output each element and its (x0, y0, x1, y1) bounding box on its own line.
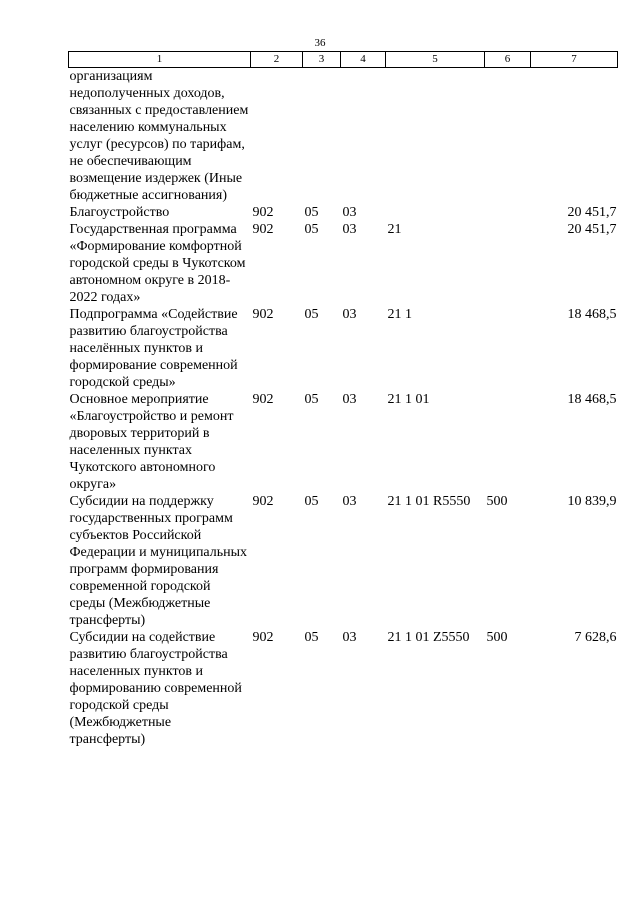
section-code: 05 (304, 307, 319, 322)
section-code: 05 (304, 630, 319, 645)
ministry-code: 902 (252, 630, 274, 645)
expense-type-code (485, 68, 531, 205)
expense-name: Субсидии на содействие развитию благоустройства населенных пунктов и формированию современной городской среды (Межбюджетные трансферты) (69, 630, 242, 747)
table-row (69, 221, 618, 306)
table-row (69, 391, 618, 493)
subsection-code: 03 (342, 392, 357, 407)
subsection-code: 03 (342, 494, 357, 509)
expense-type-code: 500 (486, 630, 508, 645)
amount: 20 451,7 (567, 205, 617, 220)
expense-type-code (485, 391, 531, 493)
subsection-code: 03 (342, 307, 357, 322)
expense-name: Субсидии на поддержку государственных программ субъектов Российской Федерации и муниципальных программ формирования современной городской среды (Межбюджетные трансферты) (69, 494, 248, 628)
ministry-code (251, 68, 303, 205)
target-code (386, 204, 485, 221)
budget-table (68, 51, 618, 748)
expense-type-code (485, 221, 531, 306)
expense-name: Основное мероприятие «Благоустройство и ремонт дворовых территорий в населенных пунктах Чукотского автономного округа» (69, 392, 234, 492)
column-number-6: 6 (485, 52, 531, 68)
subsection-code: 03 (342, 205, 357, 220)
subsection-code (341, 68, 386, 205)
section-code (303, 68, 341, 205)
amount: 20 451,7 (567, 222, 617, 237)
column-number-row (69, 52, 618, 68)
ministry-code: 902 (252, 392, 274, 407)
target-code: 21 1 01 R5550 (387, 494, 471, 509)
column-number-3: 3 (303, 52, 341, 68)
amount: 10 839,9 (567, 494, 617, 509)
section-code: 05 (304, 222, 319, 237)
column-number-1: 1 (69, 52, 251, 68)
ministry-code: 902 (252, 494, 274, 509)
amount: 18 468,5 (567, 307, 617, 322)
table-row (69, 204, 618, 221)
expense-name: организациям недополученных доходов, связанных с предоставлением населению коммунальных услуг (ресурсов) по тарифам, не обеспечивающим возмещение издержек (Иные бюджетные ассигнования) (69, 69, 249, 203)
ministry-code: 902 (252, 205, 274, 220)
target-code: 21 1 01 Z5550 (387, 630, 470, 645)
table-row (69, 306, 618, 391)
table-row (69, 68, 618, 205)
page-number: 36 (314, 37, 326, 49)
target-code (386, 68, 485, 205)
expense-name: Государственная программа «Формирование комфортной городской среды в Чукотском автономном округе в 2018-2022 годах» (69, 222, 246, 305)
ministry-code: 902 (252, 307, 274, 322)
amount (531, 68, 618, 205)
target-code: 21 1 01 (387, 392, 430, 407)
section-code: 05 (304, 205, 319, 220)
target-code: 21 (387, 222, 402, 237)
target-code: 21 1 (387, 307, 412, 322)
expense-name: Благоустройство (69, 205, 170, 220)
expense-type-code (485, 204, 531, 221)
column-number-7: 7 (531, 52, 618, 68)
expense-type-code (485, 306, 531, 391)
ministry-code: 902 (252, 222, 274, 237)
column-number-2: 2 (251, 52, 303, 68)
expense-type-code: 500 (486, 494, 508, 509)
column-number-5: 5 (386, 52, 485, 68)
section-code: 05 (304, 392, 319, 407)
subsection-code: 03 (342, 630, 357, 645)
table-row (69, 629, 618, 748)
table-row (69, 493, 618, 629)
amount: 7 628,6 (574, 630, 617, 645)
column-number-4: 4 (341, 52, 386, 68)
expense-name: Подпрограмма «Содействие развитию благоустройства населённых пунктов и формирование современной городской среды» (69, 307, 238, 390)
section-code: 05 (304, 494, 319, 509)
subsection-code: 03 (342, 222, 357, 237)
amount: 18 468,5 (567, 392, 617, 407)
